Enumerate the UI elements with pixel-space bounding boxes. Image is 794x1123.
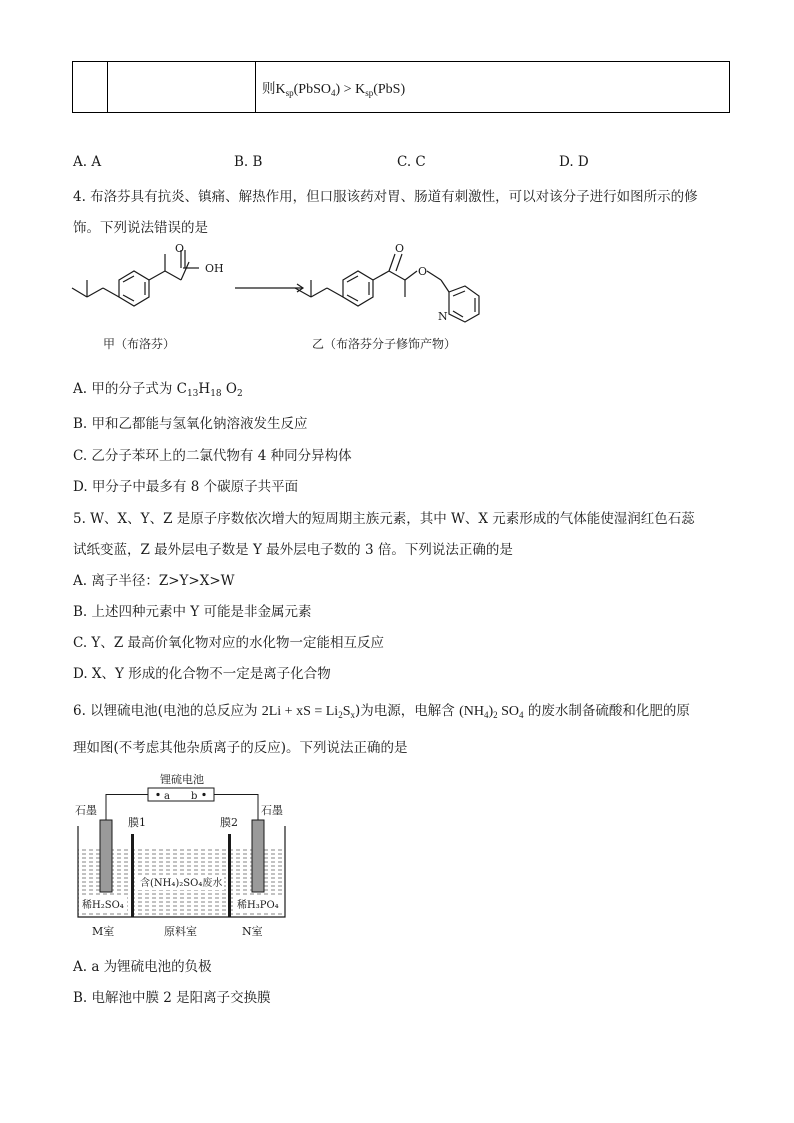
atom-o-label-jia: O [175,242,185,255]
room-m-label: M室 [92,925,115,938]
atom-oh-label: OH [205,262,224,275]
q3-option-a: A. A [73,154,102,170]
table-cell-index [73,62,108,113]
ibuprofen-modification-diagram [65,240,505,360]
membrane2-label: 膜2 [220,816,238,829]
atom-o-ester-label: O [418,265,428,278]
graphite-left-label: 石墨 [75,804,97,817]
q5-option-d: D. X、Y 形成的化合物不一定是离子化合物 [73,666,331,682]
q4-option-a: A. 甲的分子式为 $C_{13}H_{18}$ $O_2$ [73,381,243,399]
battery-reaction-equation: 2Li + xS = $Li_2S_x$ [261,704,355,720]
q5-option-a: A. 离子半径：Z>Y>X>W [73,573,235,589]
q4-option-c: C. 乙分子苯环上的二氯代物有 4 种同分异构体 [73,448,352,464]
q4-option-d: D. 甲分子中最多有 8 个碳原子共平面 [73,479,299,495]
middle-solution-label: 含(NH₄)₂SO₄废水 [140,878,223,889]
label-jia-ibuprofen: 甲（布洛芬） [103,337,176,351]
q5-option-b: B. 上述四种元素中 Y 可能是非金属元素 [73,604,312,620]
ksp-comparison: $K_{sp}(PbSO_4) > K_{sp}(PbS)$ [275,81,406,98]
q4-stem-line2: 饰。下列说法错误的是 [73,220,208,236]
raw-material-room-label: 原料室 [164,925,197,938]
q4-stem-line1: 4. 布洛芬具有抗炎、镇痛、解热作用，但口服该药对胃、肠道有刺激性，可以对该分子进行如图所示的修 [73,189,698,205]
atom-n-label: N [438,310,448,323]
table-cell-operation [108,62,256,113]
q6-option-b: B. 电解池中膜 2 是阳离子交换膜 [73,990,271,1006]
terminal-b-label: b [191,791,198,802]
room-n-label: N室 [242,925,263,938]
answer-table-row [72,61,730,113]
q5-stem-line2: 试纸变蓝，Z 最外层电子数是 Y 最外层电子数的 3 倍。下列说法正确的是 [73,542,513,558]
ammonium-sulfate-formula: $(NH_4)_2$ $SO_4$ [459,704,524,720]
label-yi-modified-product: 乙（布洛芬分子修饰产物） [312,337,457,351]
terminal-a-label: a [164,791,170,802]
table-cell-conclusion: 则$K_{sp}(PbSO_4) > K_{sp}(PbS)$ [256,62,730,113]
q3-option-c: C. C [397,154,426,170]
electrolysis-cell-diagram [68,764,298,944]
q6-option-a: A. a 为锂硫电池的负极 [73,959,212,975]
right-solution-label: 稀H₃PO₄ [237,900,279,911]
q4-option-b: B. 甲和乙都能与氢氧化钠溶液发生反应 [73,416,308,432]
atom-o-carbonyl-label: O [395,242,405,255]
q6-stem-line2: 理如图(不考虑其他杂质离子的反应)。下列说法正确的是 [73,740,408,756]
membrane1-label: 膜1 [128,816,146,829]
q5-stem-line1: 5. W、X、Y、Z 是原子序数依次增大的短周期主族元素，其中 W、X 元素形成的气体能使湿润红色石蕊 [73,511,695,527]
q3-option-d: D. D [559,154,589,170]
q3-option-b: B. B [234,154,263,170]
graphite-right-label: 石墨 [261,804,283,817]
q5-option-c: C. Y、Z 最高价氧化物对应的水化物一定能相互反应 [73,635,385,651]
battery-label: 锂硫电池 [160,773,204,786]
left-solution-label: 稀H₂SO₄ [82,900,124,911]
q6-stem-line1: 6. 以锂硫电池(电池的总反应为 2Li + xS = $Li_2S_x$)为电源，电解含 $(NH_4)_2$ $SO_4$ 的废水制备硫酸和化肥的原 [73,703,690,720]
